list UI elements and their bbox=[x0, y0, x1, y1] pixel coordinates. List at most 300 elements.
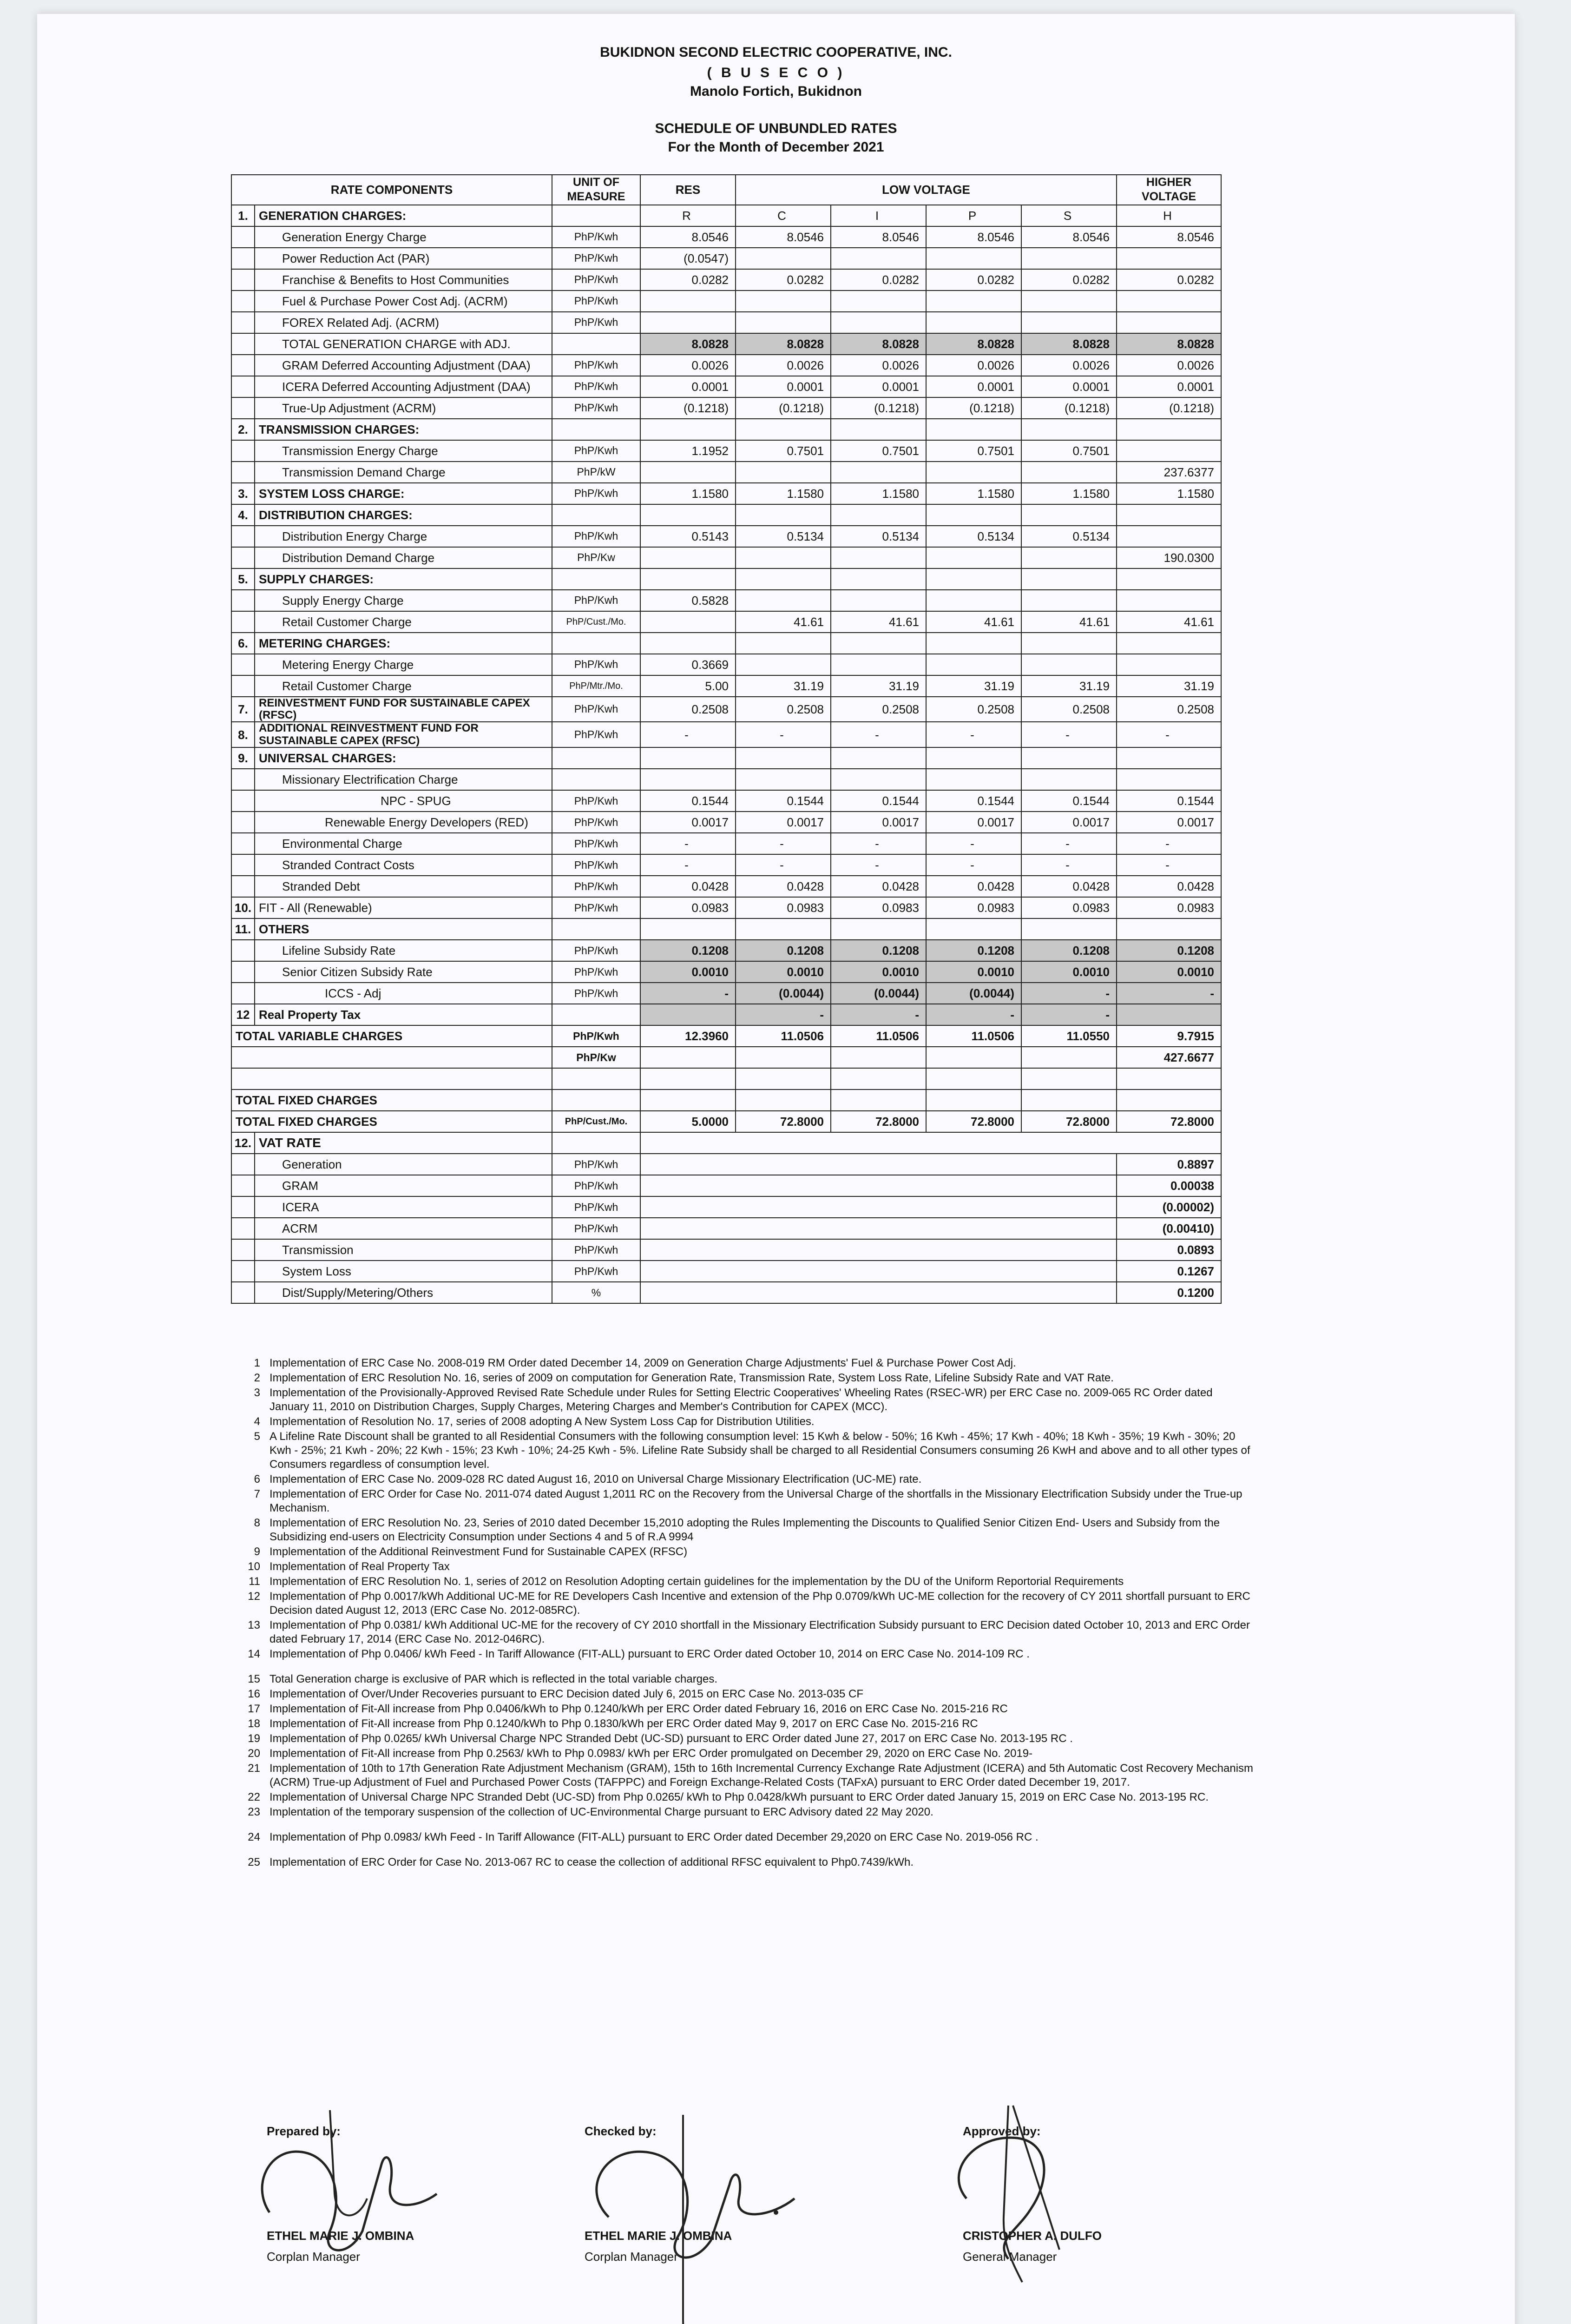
rate-cell bbox=[831, 918, 926, 940]
row-unit: PhP/Kwh bbox=[552, 961, 640, 983]
rate-cell: - bbox=[831, 1004, 926, 1025]
rate-cell: 1.1580 bbox=[831, 483, 926, 504]
rate-cell bbox=[1117, 526, 1221, 547]
rate-cell: 31.19 bbox=[831, 675, 926, 697]
row-unit: PhP/Kwh bbox=[552, 312, 640, 333]
rate-cell bbox=[831, 568, 926, 590]
row-number bbox=[231, 269, 255, 290]
rate-cell bbox=[926, 1047, 1021, 1068]
row-label: Franchise & Benefits to Host Communities bbox=[255, 269, 552, 290]
rate-cell: 0.0282 bbox=[736, 269, 831, 290]
vat-value: (0.00002) bbox=[1117, 1196, 1221, 1218]
rate-cell bbox=[1021, 290, 1117, 312]
row-unit bbox=[552, 769, 640, 790]
rate-cell bbox=[926, 1068, 1021, 1089]
rate-cell: 0.1544 bbox=[1021, 790, 1117, 812]
row-unit bbox=[552, 1004, 640, 1025]
table-row bbox=[231, 568, 1221, 590]
row-label: Distribution Energy Charge bbox=[255, 526, 552, 547]
prepared-name: ETHEL MARIE J. OMBINA bbox=[267, 2229, 414, 2243]
note-item bbox=[242, 1687, 1255, 1701]
row-number bbox=[231, 675, 255, 697]
rate-cell: 8.0828 bbox=[1117, 333, 1221, 355]
rate-cell: 31.19 bbox=[926, 675, 1021, 697]
rate-cell bbox=[831, 462, 926, 483]
row-number bbox=[231, 790, 255, 812]
vat-blank bbox=[640, 1196, 1117, 1218]
row-unit: PhP/Kwh bbox=[552, 376, 640, 397]
row-label: Transmission Energy Charge bbox=[255, 440, 552, 462]
vat-label: Dist/Supply/Metering/Others bbox=[255, 1282, 552, 1303]
row-unit bbox=[552, 747, 640, 769]
vat-value: 0.00038 bbox=[1117, 1175, 1221, 1196]
row-unit bbox=[552, 504, 640, 526]
rate-cell: 0.5134 bbox=[831, 526, 926, 547]
row-number: 5. bbox=[231, 568, 255, 590]
note-item bbox=[242, 1672, 1255, 1686]
rate-cell: 72.8000 bbox=[831, 1111, 926, 1132]
rate-cell: 0.0983 bbox=[736, 897, 831, 918]
rate-cell: 8.0546 bbox=[1117, 226, 1221, 248]
row-number: 8. bbox=[231, 722, 255, 747]
rate-cell: 72.8000 bbox=[1117, 1111, 1221, 1132]
rate-cell: - bbox=[1117, 983, 1221, 1004]
row-unit: PhP/Cust./Mo. bbox=[552, 1111, 640, 1132]
prepared-label: Prepared by: bbox=[267, 2124, 341, 2138]
rate-cell: 0.0010 bbox=[1117, 961, 1221, 983]
rate-cell bbox=[640, 1004, 736, 1025]
row-number bbox=[231, 376, 255, 397]
table-row bbox=[231, 675, 1221, 697]
row-label: NPC - SPUG bbox=[255, 790, 552, 812]
rate-cell: 0.0001 bbox=[926, 376, 1021, 397]
rate-cell bbox=[926, 747, 1021, 769]
vat-unit: PhP/Kwh bbox=[552, 1196, 640, 1218]
company-name: BUKIDNON SECOND ELECTRIC COOPERATIVE, INC. bbox=[600, 45, 952, 60]
note-number: 18 bbox=[248, 1717, 260, 1730]
rate-cell: 8.0828 bbox=[736, 333, 831, 355]
checked-position: Corplan Manager bbox=[585, 2250, 678, 2264]
row-label: Missionary Electrification Charge bbox=[255, 769, 552, 790]
note-number: 23 bbox=[248, 1806, 260, 1818]
row-label: SYSTEM LOSS CHARGE: bbox=[255, 483, 552, 504]
row-number bbox=[231, 654, 255, 675]
row-label: Generation Energy Charge bbox=[255, 226, 552, 248]
rate-cell bbox=[1117, 248, 1221, 269]
rate-cell: 0.0001 bbox=[831, 376, 926, 397]
rate-cell bbox=[1021, 1089, 1117, 1111]
rate-cell bbox=[640, 1089, 736, 1111]
rate-cell bbox=[736, 654, 831, 675]
rate-cell: (0.1218) bbox=[926, 397, 1021, 419]
table-row bbox=[231, 722, 1221, 747]
table-row bbox=[231, 1004, 1221, 1025]
row-label: TOTAL GENERATION CHARGE with ADJ. bbox=[255, 333, 552, 355]
row-number bbox=[231, 397, 255, 419]
row-number bbox=[231, 547, 255, 568]
rate-cell bbox=[640, 312, 736, 333]
rate-cell bbox=[926, 633, 1021, 654]
row-label: ICCS - Adj bbox=[255, 983, 552, 1004]
rate-cell: 0.2508 bbox=[831, 697, 926, 722]
rate-cell: 0.1544 bbox=[926, 790, 1021, 812]
rate-cell: 0.0001 bbox=[1117, 376, 1221, 397]
rate-cell bbox=[640, 769, 736, 790]
rate-cell: - bbox=[926, 833, 1021, 854]
rate-cell: 8.0828 bbox=[640, 333, 736, 355]
rate-cell bbox=[640, 568, 736, 590]
rate-cell: 1.1580 bbox=[640, 483, 736, 504]
unbundled-rates-table bbox=[231, 174, 1222, 1304]
row-unit bbox=[552, 205, 640, 226]
rate-cell: 0.0983 bbox=[926, 897, 1021, 918]
note-item bbox=[242, 1590, 1255, 1618]
row-label: Environmental Charge bbox=[255, 833, 552, 854]
rate-cell: 11.0506 bbox=[831, 1025, 926, 1047]
rate-cell bbox=[831, 248, 926, 269]
rate-cell: I bbox=[831, 205, 926, 226]
row-label: TOTAL FIXED CHARGES bbox=[231, 1111, 552, 1132]
row-unit: PhP/Kwh bbox=[552, 440, 640, 462]
rate-cell: (0.1218) bbox=[640, 397, 736, 419]
table-row bbox=[231, 526, 1221, 547]
rate-cell: 0.3669 bbox=[640, 654, 736, 675]
row-number: 2. bbox=[231, 419, 255, 440]
row-unit bbox=[552, 333, 640, 355]
note-number: 11 bbox=[249, 1575, 260, 1588]
header-higher-voltage: HIGHER VOLTAGE bbox=[1117, 175, 1221, 205]
note-number: 8 bbox=[254, 1517, 260, 1529]
row-number: 9. bbox=[231, 747, 255, 769]
rate-cell bbox=[1021, 419, 1117, 440]
note-text: Implementation of Php 0.0381/ kWh Additional UC-ME for the recovery of CY 2010 shortfall in the Missionary Electrification Subsidy pursuant to ERC Decision dated October 10, 2013 and ERC Order dated February 17, 2014 (ERC Case No. 2012-046RC). bbox=[270, 1619, 1250, 1645]
row-unit: PhP/Kwh bbox=[552, 590, 640, 611]
rate-cell: 41.61 bbox=[831, 611, 926, 633]
table-row bbox=[231, 397, 1221, 419]
rate-cell: 0.1208 bbox=[1117, 940, 1221, 961]
table-row bbox=[231, 205, 1221, 226]
rate-cell bbox=[640, 419, 736, 440]
rate-cell: 0.1208 bbox=[831, 940, 926, 961]
rate-cell bbox=[1021, 590, 1117, 611]
rate-cell bbox=[831, 747, 926, 769]
rate-cell: 0.5134 bbox=[926, 526, 1021, 547]
vat-unit: % bbox=[552, 1282, 640, 1303]
rate-cell bbox=[926, 462, 1021, 483]
rate-cell: 8.0546 bbox=[640, 226, 736, 248]
rate-cell bbox=[831, 312, 926, 333]
rate-cell: - bbox=[640, 833, 736, 854]
row-unit: PhP/Kwh bbox=[552, 654, 640, 675]
row-label: Supply Energy Charge bbox=[255, 590, 552, 611]
row-label: Real Property Tax bbox=[255, 1004, 552, 1025]
table-row bbox=[231, 611, 1221, 633]
rate-cell: 0.0983 bbox=[831, 897, 926, 918]
table-row bbox=[231, 1089, 1221, 1111]
note-item bbox=[242, 1732, 1255, 1746]
rate-cell: H bbox=[1117, 205, 1221, 226]
header-rate-components: RATE COMPONENTS bbox=[231, 175, 552, 205]
note-text: Implementation of ERC Order for Case No. 2011-074 dated August 1,2011 RC on the Recovery from the Universal Charge of the shortfalls in the Missionary Electrification Subsidy under the True-up Mechanism. bbox=[270, 1488, 1242, 1514]
note-item bbox=[242, 1830, 1255, 1844]
note-item bbox=[242, 1790, 1255, 1804]
rate-cell: (0.1218) bbox=[831, 397, 926, 419]
rate-cell bbox=[640, 918, 736, 940]
row-number bbox=[231, 590, 255, 611]
rate-cell bbox=[736, 248, 831, 269]
note-spacer bbox=[242, 1845, 1255, 1855]
rate-cell: 8.0546 bbox=[1021, 226, 1117, 248]
rate-cell bbox=[1117, 440, 1221, 462]
rate-cell: 0.0282 bbox=[926, 269, 1021, 290]
row-unit: PhP/Kwh bbox=[552, 526, 640, 547]
row-unit: PhP/Kwh bbox=[552, 355, 640, 376]
rate-cell bbox=[1117, 918, 1221, 940]
row-number bbox=[231, 854, 255, 876]
vat-label: ACRM bbox=[255, 1218, 552, 1239]
row-number bbox=[231, 833, 255, 854]
row-label: GENERATION CHARGES: bbox=[255, 205, 552, 226]
rate-cell: 190.0300 bbox=[1117, 547, 1221, 568]
note-item bbox=[242, 1762, 1255, 1789]
rate-cell: 11.0506 bbox=[926, 1025, 1021, 1047]
note-item bbox=[242, 1430, 1255, 1472]
rate-cell: - bbox=[1021, 983, 1117, 1004]
row-unit: PhP/Kwh bbox=[552, 290, 640, 312]
row-unit: PhP/kW bbox=[552, 462, 640, 483]
rate-cell bbox=[736, 918, 831, 940]
rate-cell bbox=[1021, 918, 1117, 940]
rate-cell bbox=[1021, 568, 1117, 590]
table-row bbox=[231, 769, 1221, 790]
vat-label: GRAM bbox=[255, 1175, 552, 1196]
row-number bbox=[231, 440, 255, 462]
rate-cell bbox=[831, 1047, 926, 1068]
rate-cell: 8.0828 bbox=[926, 333, 1021, 355]
row-unit: PhP/Cust./Mo. bbox=[552, 611, 640, 633]
row-unit: PhP/Kwh bbox=[552, 833, 640, 854]
rate-cell bbox=[640, 1068, 736, 1089]
prepared-signature-icon bbox=[242, 2092, 455, 2287]
vat-label: System Loss bbox=[255, 1261, 552, 1282]
rate-cell bbox=[926, 1089, 1021, 1111]
table-row bbox=[231, 1261, 1221, 1282]
row-label: Retail Customer Charge bbox=[255, 675, 552, 697]
rate-cell: 1.1580 bbox=[736, 483, 831, 504]
note-spacer bbox=[242, 1662, 1255, 1672]
rate-cell: 0.7501 bbox=[831, 440, 926, 462]
table-row bbox=[231, 1218, 1221, 1239]
rate-cell: 72.8000 bbox=[926, 1111, 1021, 1132]
note-text: Implementation of the Additional Reinvestment Fund for Sustainable CAPEX (RFSC) bbox=[270, 1545, 688, 1558]
rate-cell bbox=[640, 1047, 736, 1068]
note-text: Implentation of the temporary suspension of the collection of UC-Environmental Charge pursuant to ERC Advisory dated 22 May 2020. bbox=[270, 1806, 933, 1818]
note-number: 4 bbox=[254, 1415, 260, 1428]
row-number bbox=[231, 611, 255, 633]
row-unit bbox=[552, 1068, 640, 1089]
row-number: 11. bbox=[231, 918, 255, 940]
rate-cell: 0.7501 bbox=[736, 440, 831, 462]
row-unit bbox=[552, 918, 640, 940]
rate-cell bbox=[926, 547, 1021, 568]
vat-value: 0.1200 bbox=[1117, 1282, 1221, 1303]
header-res: RES bbox=[640, 175, 736, 205]
rate-cell bbox=[1021, 504, 1117, 526]
row-unit: PhP/Kwh bbox=[552, 854, 640, 876]
rate-cell: - bbox=[736, 854, 831, 876]
rate-cell bbox=[1117, 568, 1221, 590]
rate-cell: 0.5828 bbox=[640, 590, 736, 611]
rate-cell: 0.5134 bbox=[736, 526, 831, 547]
table-row bbox=[231, 504, 1221, 526]
vat-blank bbox=[640, 1175, 1117, 1196]
note-text: Implementation of Resolution No. 17, series of 2008 adopting A New System Loss Cap for Distribution Utilities. bbox=[270, 1415, 815, 1428]
checked-signature-icon bbox=[576, 2096, 836, 2324]
rate-cell: 8.0546 bbox=[926, 226, 1021, 248]
row-label: UNIVERSAL CHARGES: bbox=[255, 747, 552, 769]
rate-cell bbox=[736, 547, 831, 568]
note-number: 24 bbox=[248, 1831, 260, 1843]
note-number: 3 bbox=[254, 1386, 260, 1399]
table-row bbox=[231, 654, 1221, 675]
rate-cell: 41.61 bbox=[1117, 611, 1221, 633]
row-label: Senior Citizen Subsidy Rate bbox=[255, 961, 552, 983]
note-text: Implementation of ERC Resolution No. 16, series of 2009 on computation for Generation Rate, Transmission Rate, System Loss Rate, Lifeline Subsidy Rate and VAT Rate. bbox=[270, 1372, 1114, 1384]
rate-cell bbox=[831, 769, 926, 790]
note-text: Implementation of Php 0.0017/kWh Additional UC-ME for RE Developers Cash Incentive and extension of the Php 0.0709/kWh UC-ME collection for the recovery of CY 2011 shortfall pursuant to ERC Decision dated August 12, 2013 (ERC Case No. 2012-085RC). bbox=[270, 1590, 1250, 1617]
vat-blank bbox=[640, 1282, 1117, 1303]
rate-cell bbox=[736, 462, 831, 483]
rate-cell bbox=[736, 769, 831, 790]
rate-cell: - bbox=[640, 983, 736, 1004]
note-number: 15 bbox=[248, 1673, 260, 1685]
row-number bbox=[231, 526, 255, 547]
rate-cell: 12.3960 bbox=[640, 1025, 736, 1047]
row-number bbox=[231, 1261, 255, 1282]
table-row bbox=[231, 376, 1221, 397]
row-label: Renewable Energy Developers (RED) bbox=[255, 812, 552, 833]
table-row bbox=[231, 983, 1221, 1004]
table-row bbox=[231, 312, 1221, 333]
row-unit: PhP/Kwh bbox=[552, 897, 640, 918]
row-label: TOTAL VARIABLE CHARGES bbox=[231, 1025, 552, 1047]
row-label: ICERA Deferred Accounting Adjustment (DAA) bbox=[255, 376, 552, 397]
rate-cell: 0.0983 bbox=[640, 897, 736, 918]
rate-cell: 0.1208 bbox=[926, 940, 1021, 961]
rate-cell: - bbox=[736, 833, 831, 854]
rate-cell: 1.1580 bbox=[926, 483, 1021, 504]
rate-cell: - bbox=[1117, 833, 1221, 854]
approved-signature-icon bbox=[925, 2096, 1138, 2291]
rate-cell bbox=[1021, 633, 1117, 654]
row-label: True-Up Adjustment (ACRM) bbox=[255, 397, 552, 419]
rate-cell: 0.0010 bbox=[736, 961, 831, 983]
note-text: Implementation of ERC Resolution No. 23, Series of 2010 dated December 15,2010 adopting the Rules Implementing the Discounts to Qualified Senior Citizen End- Users and Subsidy from the Subsidizing end-users on Electricity Consumption under Sections 4 and 5 of R.A 9994 bbox=[270, 1517, 1220, 1543]
rate-cell: 0.0026 bbox=[1021, 355, 1117, 376]
table-row bbox=[231, 248, 1221, 269]
rate-cell bbox=[1117, 633, 1221, 654]
table-row bbox=[231, 226, 1221, 248]
rate-cell: 0.0983 bbox=[1117, 897, 1221, 918]
row-unit: PhP/Kwh bbox=[552, 483, 640, 504]
table-row bbox=[231, 1196, 1221, 1218]
row-label: METERING CHARGES: bbox=[255, 633, 552, 654]
row-number: 1. bbox=[231, 205, 255, 226]
rate-cell bbox=[640, 462, 736, 483]
rate-cell bbox=[926, 248, 1021, 269]
note-number: 12 bbox=[248, 1590, 260, 1603]
rate-cell bbox=[926, 290, 1021, 312]
row-number bbox=[231, 290, 255, 312]
vat-blank bbox=[640, 1132, 1221, 1154]
row-unit: PhP/Kwh bbox=[552, 812, 640, 833]
rate-cell: 0.7501 bbox=[926, 440, 1021, 462]
vat-blank bbox=[640, 1239, 1117, 1261]
rate-cell bbox=[736, 1047, 831, 1068]
rate-cell: P bbox=[926, 205, 1021, 226]
rate-cell bbox=[926, 590, 1021, 611]
note-number: 19 bbox=[248, 1732, 260, 1745]
rate-cell bbox=[1117, 312, 1221, 333]
rate-cell bbox=[1021, 312, 1117, 333]
rate-cell: 31.19 bbox=[1021, 675, 1117, 697]
document-period: For the Month of December 2021 bbox=[668, 139, 884, 155]
note-number: 6 bbox=[254, 1473, 260, 1486]
rate-cell bbox=[831, 1068, 926, 1089]
note-number: 17 bbox=[248, 1703, 260, 1715]
rate-cell: 0.1544 bbox=[640, 790, 736, 812]
note-number: 13 bbox=[248, 1619, 260, 1631]
table-row bbox=[231, 1282, 1221, 1303]
note-number: 10 bbox=[248, 1560, 260, 1573]
rate-cell: 0.0001 bbox=[640, 376, 736, 397]
rate-cell: 0.0282 bbox=[640, 269, 736, 290]
rate-cell: 0.2508 bbox=[1117, 697, 1221, 722]
row-number bbox=[231, 333, 255, 355]
vat-value: 0.1267 bbox=[1117, 1261, 1221, 1282]
row-number bbox=[231, 1175, 255, 1196]
rate-cell bbox=[1117, 747, 1221, 769]
rate-cell bbox=[736, 312, 831, 333]
row-number: 10. bbox=[231, 897, 255, 918]
note-text: Implementation of Php 0.0265/ kWh Universal Charge NPC Stranded Debt (UC-SD) pursuant to ERC Order dated June 27, 2017 on ERC Case No. 2013-195 RC . bbox=[270, 1732, 1073, 1745]
company-acronym: ( B U S E C O ) bbox=[707, 65, 845, 80]
row-label bbox=[231, 1068, 552, 1089]
table-row bbox=[231, 590, 1221, 611]
rate-cell: 41.61 bbox=[736, 611, 831, 633]
vat-blank bbox=[640, 1218, 1117, 1239]
rate-cell: 0.0017 bbox=[1117, 812, 1221, 833]
row-label bbox=[231, 1047, 552, 1068]
row-unit: PhP/Kwh bbox=[552, 983, 640, 1004]
rate-cell bbox=[736, 1089, 831, 1111]
table-row bbox=[231, 440, 1221, 462]
rate-cell: - bbox=[736, 722, 831, 747]
note-spacer bbox=[242, 1820, 1255, 1830]
note-text: Implementation of Real Property Tax bbox=[270, 1560, 450, 1573]
rate-cell: 0.0017 bbox=[1021, 812, 1117, 833]
note-text: Implementation of the Provisionally-Approved Revised Rate Schedule under Rules for Setting Electric Cooperatives' Wheeling Rates (RSEC-WR) per ERC Case no. 2009-065 RC Order dated January 11, 2010 on Distribution Charges, Supply Charges, Metering Charges and Member's Contribution for CAPEX (MCC). bbox=[270, 1386, 1213, 1413]
table-row bbox=[231, 1025, 1221, 1047]
note-item bbox=[242, 1356, 1255, 1370]
rate-cell: (0.0547) bbox=[640, 248, 736, 269]
rate-cell: 0.0026 bbox=[831, 355, 926, 376]
note-item bbox=[242, 1647, 1255, 1661]
vat-unit: PhP/Kwh bbox=[552, 1261, 640, 1282]
rate-cell: 0.1208 bbox=[640, 940, 736, 961]
rate-cell: 0.2508 bbox=[736, 697, 831, 722]
vat-unit: PhP/Kwh bbox=[552, 1239, 640, 1261]
